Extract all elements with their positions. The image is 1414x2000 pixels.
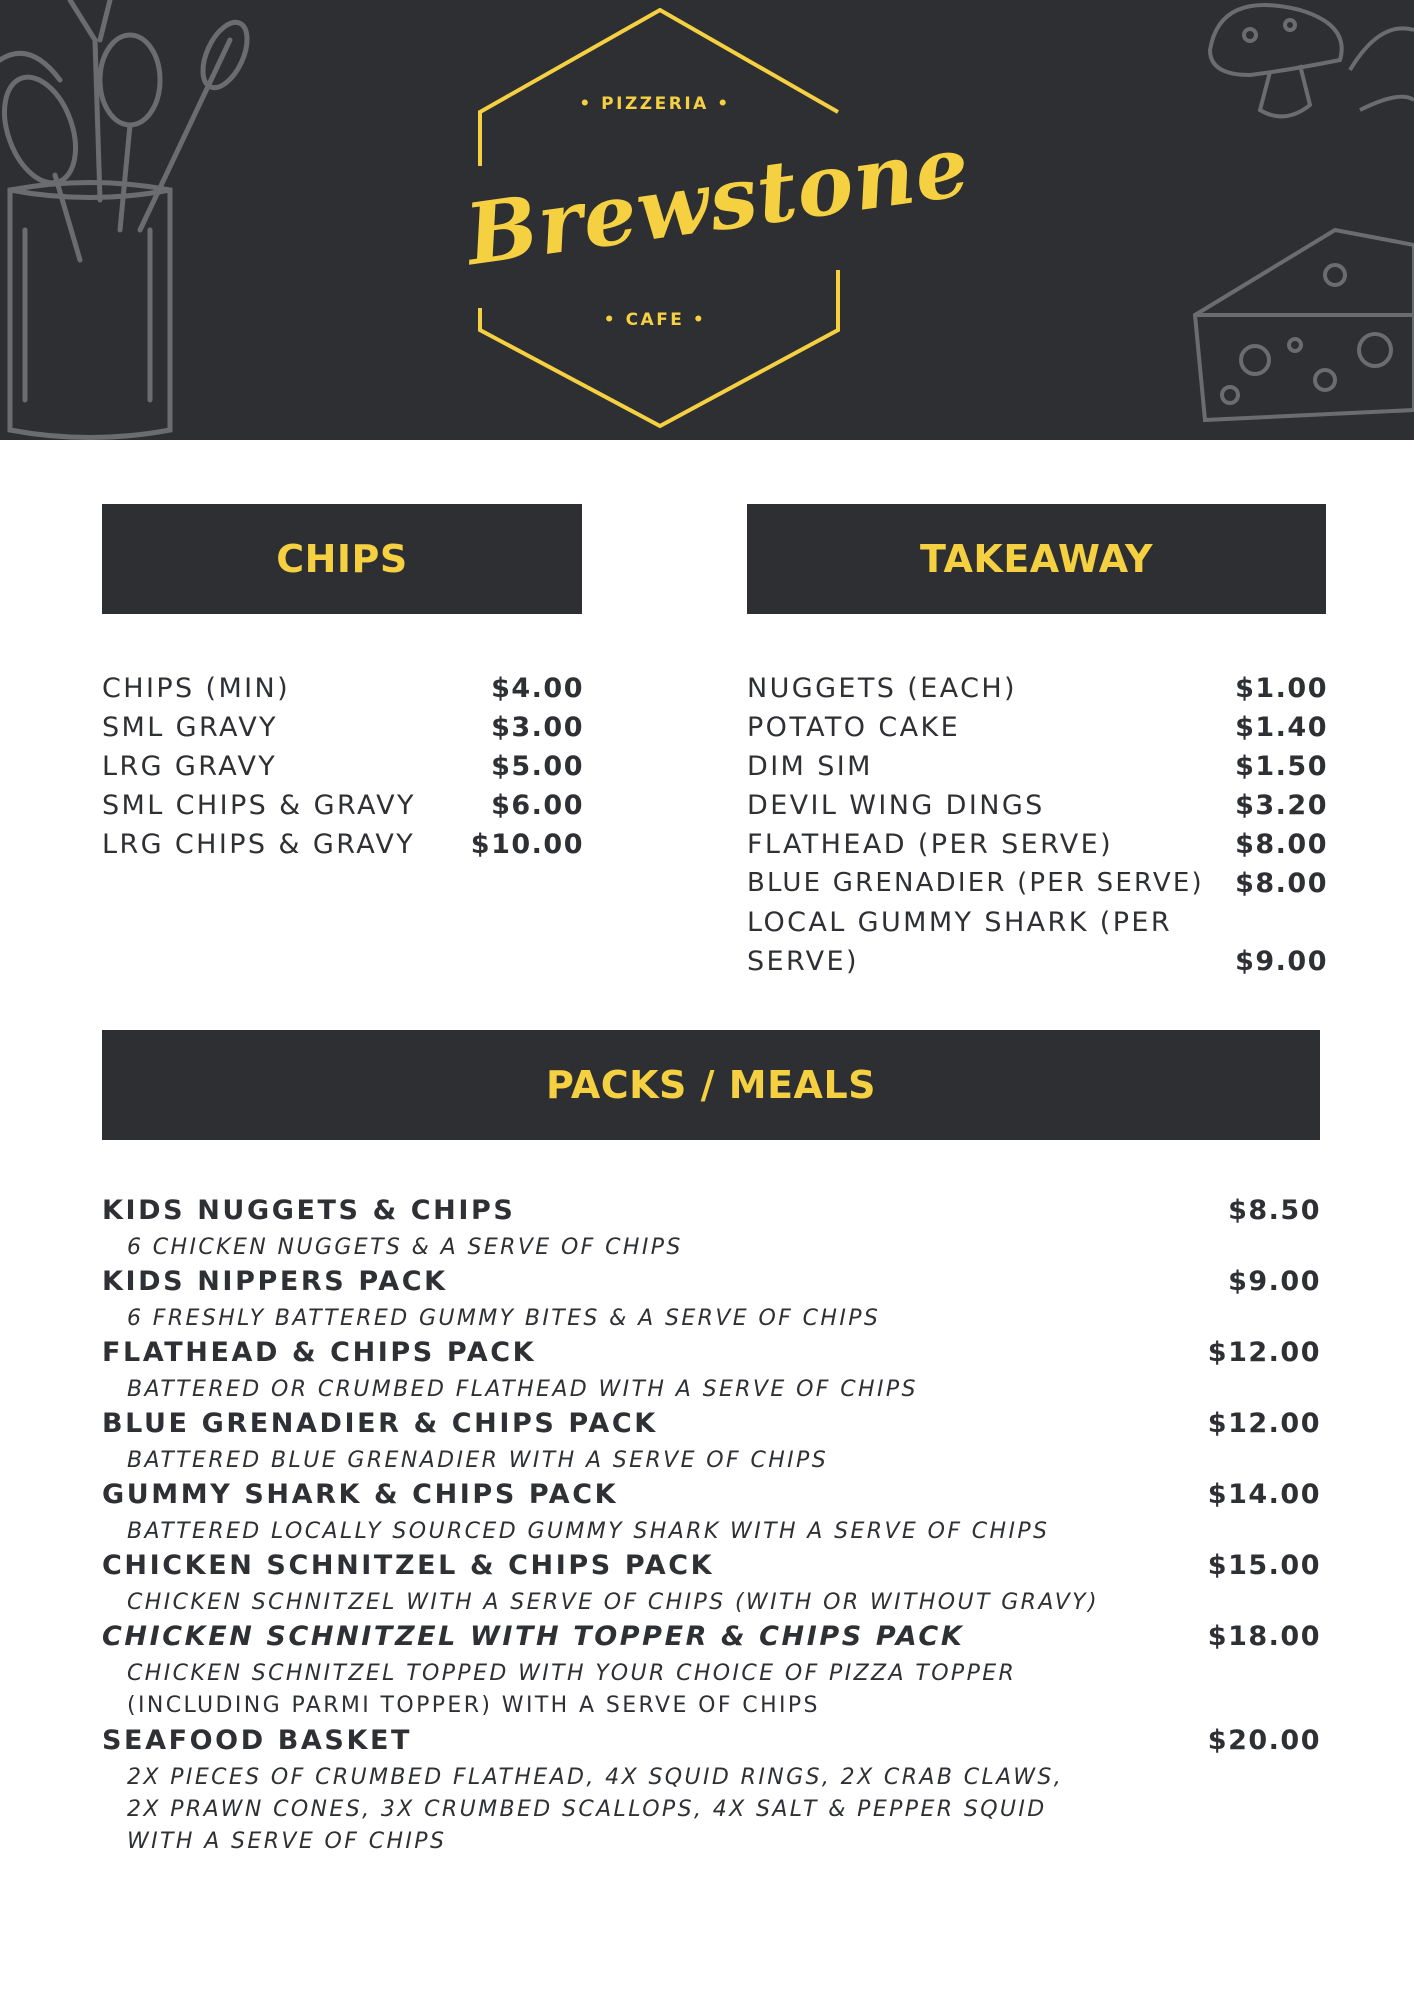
menu-item-price: $3.00 (491, 712, 584, 743)
menu-item-name: LOCAL GUMMY SHARK (PER (747, 907, 1173, 938)
meal-description: 2X PRAWN CONES, 3X CRUMBED SCALLOPS, 4X SALT & PEPPER SQUID (127, 1797, 1047, 1822)
meal-name: SEAFOOD BASKET (102, 1725, 413, 1756)
meal-name: KIDS NUGGETS & CHIPS (102, 1195, 516, 1226)
meal-name: CHICKEN SCHNITZEL WITH TOPPER & CHIPS PACK (102, 1621, 965, 1652)
meal-name: BLUE GRENADIER & CHIPS PACK (102, 1408, 658, 1439)
meal-price: $12.00 (1207, 1337, 1321, 1368)
menu-item-price: $9.00 (1235, 946, 1328, 977)
menu-item-price: $1.40 (1235, 712, 1328, 743)
meal-description: CHICKEN SCHNITZEL WITH A SERVE OF CHIPS (WITH OR WITHOUT GRAVY) (127, 1590, 1099, 1615)
meal-description: BATTERED BLUE GRENADIER WITH A SERVE OF CHIPS (127, 1448, 829, 1473)
brand-top-label: • PIZZERIA • (579, 94, 731, 114)
menu-item-name: SML CHIPS & GRAVY (102, 790, 416, 821)
meal-name: GUMMY SHARK & CHIPS PACK (102, 1479, 619, 1510)
meal-price: $14.00 (1207, 1479, 1321, 1510)
menu-item-price: $3.20 (1235, 790, 1328, 821)
meal-price: $8.50 (1228, 1195, 1321, 1226)
utensils-jar-illustration (0, 0, 260, 440)
brand-logo (460, 8, 976, 428)
menu-item-price: $8.00 (1235, 829, 1328, 860)
meal-name: FLATHEAD & CHIPS PACK (102, 1337, 537, 1368)
meal-price: $18.00 (1207, 1621, 1321, 1652)
meal-description: WITH A SERVE OF CHIPS (127, 1829, 447, 1854)
menu-item-price: $4.00 (491, 673, 584, 704)
meal-price: $15.00 (1207, 1550, 1321, 1581)
menu-item-name: DIM SIM (747, 751, 873, 782)
menu-item-price: $5.00 (491, 751, 584, 782)
meal-description: BATTERED LOCALLY SOURCED GUMMY SHARK WITH A SERVE OF CHIPS (127, 1519, 1050, 1544)
brand-bottom-label: • CAFE • (603, 310, 707, 330)
menu-item-name: POTATO CAKE (747, 712, 961, 743)
header-banner (0, 0, 1414, 440)
meal-description: (INCLUDING PARMI TOPPER) WITH A SERVE OF CHIPS (127, 1693, 820, 1718)
meal-price: $12.00 (1207, 1408, 1321, 1439)
menu-item-name: DEVIL WING DINGS (747, 790, 1045, 821)
meal-description: 6 CHICKEN NUGGETS & A SERVE OF CHIPS (127, 1235, 683, 1260)
chips-heading: CHIPS (102, 504, 582, 614)
meal-description: 6 FRESHLY BATTERED GUMMY BITES & A SERVE OF CHIPS (127, 1306, 881, 1331)
menu-item-price: $10.00 (470, 829, 584, 860)
menu-item-name: SML GRAVY (102, 712, 278, 743)
mushroom-illustration (1190, 0, 1414, 170)
meal-description: 2X PIECES OF CRUMBED FLATHEAD, 4X SQUID RINGS, 2X CRAB CLAWS, (127, 1765, 1064, 1790)
meal-name: KIDS NIPPERS PACK (102, 1266, 448, 1297)
menu-item-name-continued: SERVE) (747, 946, 859, 977)
meal-price: $20.00 (1207, 1725, 1321, 1756)
menu-item-price: $1.50 (1235, 751, 1328, 782)
meal-price: $9.00 (1228, 1266, 1321, 1297)
menu-item-name: BLUE GRENADIER (PER SERVE) (747, 868, 1204, 898)
menu-item-name: FLATHEAD (PER SERVE) (747, 829, 1114, 860)
menu-item-price: $1.00 (1235, 673, 1328, 704)
meal-name: CHICKEN SCHNITZEL & CHIPS PACK (102, 1550, 715, 1581)
cheese-illustration (1185, 220, 1414, 430)
menu-item-name: LRG GRAVY (102, 751, 278, 782)
menu-item-name: NUGGETS (EACH) (747, 673, 1017, 704)
takeaway-heading: TAKEAWAY (747, 504, 1326, 614)
meal-description: BATTERED OR CRUMBED FLATHEAD WITH A SERVE OF CHIPS (127, 1377, 918, 1402)
meal-description: CHICKEN SCHNITZEL TOPPED WITH YOUR CHOICE OF PIZZA TOPPER (127, 1661, 1017, 1686)
menu-item-name: CHIPS (MIN) (102, 673, 291, 704)
menu-item-price: $8.00 (1235, 868, 1328, 899)
packs-heading: PACKS / MEALS (102, 1030, 1320, 1140)
brand-name: Brewstone (460, 115, 976, 285)
menu-item-price: $6.00 (491, 790, 584, 821)
menu-item-name: LRG CHIPS & GRAVY (102, 829, 416, 860)
